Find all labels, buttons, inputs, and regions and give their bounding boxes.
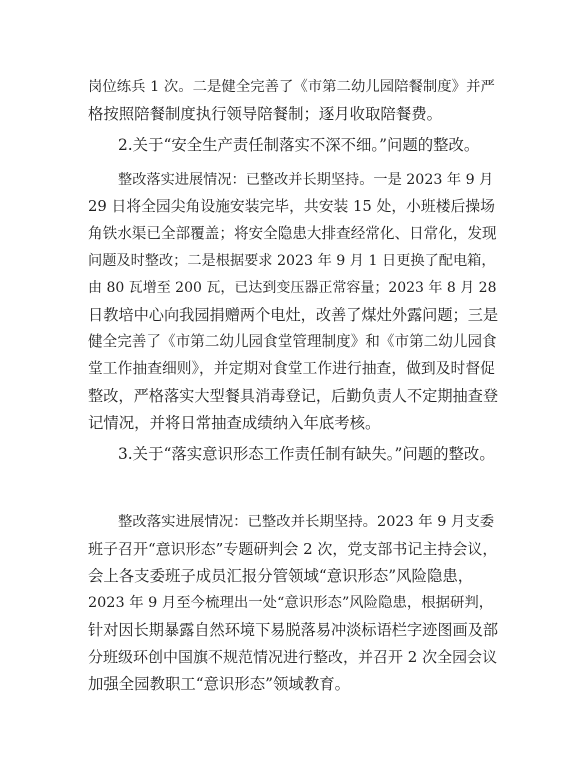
text-line: 健全完善了《市第二幼儿园食堂管理制度》和《市第二幼儿园食 xyxy=(88,333,497,350)
text-line: 29 日将全园尖角设施安装完毕，共安装 15 处，小班楼后操场 xyxy=(88,198,495,215)
text-line: 整改落实进展情况：已整改并长期坚持。2023 年 9 月支委 xyxy=(118,514,495,530)
text-line: 针对因长期暴露自然环境下易脱落易冲淡标语栏字迹图画及部 xyxy=(88,621,499,639)
text-line: 整改，严格落实大型餐具消毒登记，后勤负责人不定期抽查登 xyxy=(88,387,499,405)
text-line: 角铁水渠已全部覆盖；将安全隐患大排查经常化、日常化，发现 xyxy=(88,225,497,242)
text-line: 分班级环创中国旗不规范情况进行整改，并召开 2 次全园会议 xyxy=(88,648,498,666)
text-line: 岗位练兵 1 次。二是健全完善了《市第二幼儿园陪餐制度》并严 xyxy=(88,79,495,95)
text-line: 加强全园教职工“意识形态”领域教育。 xyxy=(88,675,350,693)
section-heading: 2.关于“安全生产责任制落实不深不细。”问题的整改。 xyxy=(118,136,480,154)
text-line: 班子召开“意识形态”专题研判会 2 次，党支部书记主持会议， xyxy=(88,540,498,558)
text-line: 日教培中心向我园捐赠两个电灶，改善了煤灶外露问题；三是 xyxy=(88,306,499,324)
text-line: 2023 年 9 月至今梳理出一处“意识形态”风险隐患，根据研判， xyxy=(88,595,494,611)
text-line: 由 80 瓦增至 200 瓦，已达到变压器正常容量；2023 年 8 月 28 xyxy=(88,280,497,296)
text-line: 问题及时整改；二是根据要求 2023 年 9 月 1 日更换了配电箱， xyxy=(88,253,496,269)
text-line: 格按照陪餐制度执行领导陪餐制；逐月收取陪餐费。 xyxy=(88,105,442,123)
text-line: 记情况，并将日常抽查成绩纳入年底考核。 xyxy=(88,414,381,432)
text-line: 整改落实进展情况：已整改并长期坚持。一是 2023 年 9 月 xyxy=(118,172,494,188)
text-line: 堂工作抽查细则》，并定期对食堂工作进行抽查，做到及时督促 xyxy=(88,360,495,377)
text-line: 会上各支委班子成员汇报分管领域“意识形态”风险隐患， xyxy=(88,567,474,585)
section-heading: 3.关于“落实意识形态工作责任制有缺失。”问题的整改。 xyxy=(118,445,495,463)
